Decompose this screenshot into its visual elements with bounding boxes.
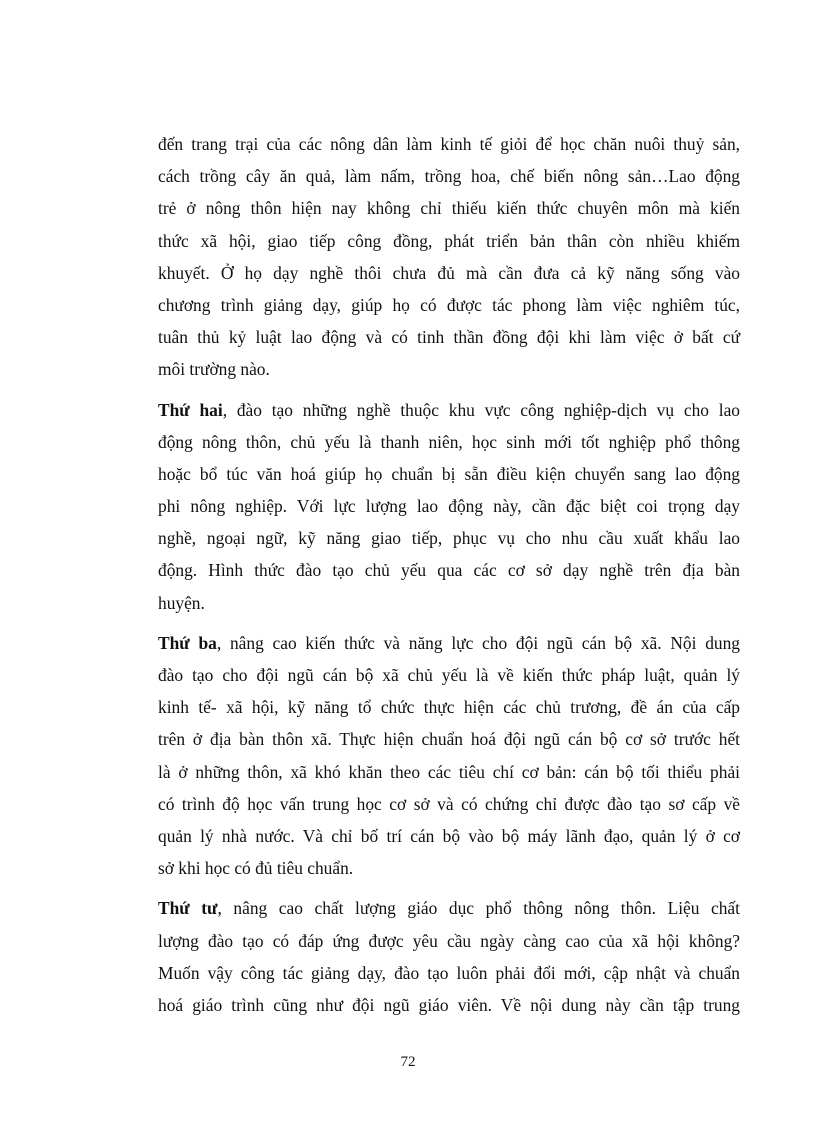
paragraph-line: có trình độ học vấn trung học cơ sở và có chứng chỉ được đào tạo sơ cấp về	[158, 793, 740, 814]
paragraph-line: môi trường nào.	[158, 359, 270, 380]
paragraph-line: đến trang trại của các nông dân làm kinh tế giỏi để học chăn nuôi thuỷ sản,	[158, 134, 740, 154]
paragraph-lead: Thứ ba	[158, 632, 217, 653]
paragraph-line: động nông thôn, chủ yếu là thanh niên, học sinh mới tốt nghiệp phổ thông	[158, 431, 740, 452]
paragraph-3	[158, 627, 740, 885]
paragraph-first-line	[158, 892, 740, 924]
paragraph-line: kinh tế- xã hội, kỹ năng tổ chức thực hiện các chủ trương, đề án của cấp	[158, 697, 740, 718]
paragraph-line: huyện.	[158, 592, 205, 613]
paragraph-line-rest: , đào tạo những nghề thuộc khu vực công nghiệp-dịch vụ cho lao	[222, 399, 740, 420]
paragraph-line: Muốn vậy công tác giảng dạy, đào tạo luôn phải đổi mới, cập nhật và chuẩn	[158, 962, 740, 983]
paragraph-line: động. Hình thức đào tạo chủ yếu qua các cơ sở dạy nghề trên địa bàn	[158, 560, 740, 581]
paragraph-line: phi nông nghiệp. Với lực lượng lao động này, cần đặc biệt coi trọng dạy	[158, 496, 740, 517]
page-number: 72	[400, 1054, 416, 1070]
paragraph-lead: Thứ tư	[158, 898, 218, 919]
paragraph-line: tuân thủ kỷ luật lao động và có tinh thần đồng đội khi làm việc ở bất cứ	[158, 327, 740, 348]
paragraph-line: lượng đào tạo có đáp ứng được yêu cầu ngày càng cao của xã hội không?	[158, 930, 740, 951]
paragraph-line-rest: , nâng cao chất lượng giáo dục phổ thông nông thôn. Liệu chất	[217, 898, 740, 919]
paragraph-line: khuyết. Ở họ dạy nghề thôi chưa đủ mà cần đưa cả kỹ năng sống vào	[158, 262, 740, 283]
paragraph-line: sở khi học có đủ tiêu chuẩn.	[158, 858, 354, 879]
paragraph-first-line	[158, 394, 740, 426]
paragraph-2	[158, 394, 740, 619]
paragraph-line: đào tạo cho đội ngũ cán bộ xã chủ yếu là về kiến thức pháp luật, quản lý	[158, 665, 740, 685]
paragraph-lead: Thứ hai	[158, 399, 223, 420]
paragraph-line: nghề, ngoại ngữ, kỹ năng giao tiếp, phục vụ cho nhu cầu xuất khẩu lao	[158, 528, 740, 549]
paragraph-line: là ở những thôn, xã khó khăn theo các tiêu chí cơ bản: cán bộ tối thiểu phải	[158, 761, 740, 782]
document-body	[158, 128, 740, 1021]
paragraph-4	[158, 892, 740, 1021]
paragraph-line-rest: , nâng cao kiến thức và năng lực cho đội ngũ cán bộ xã. Nội dung	[216, 632, 740, 653]
paragraph-1	[158, 128, 740, 386]
paragraph-line: chương trình giảng dạy, giúp họ có được tác phong làm việc nghiêm túc,	[158, 294, 740, 315]
paragraph-line: thức xã hội, giao tiếp công đồng, phát triển bản thân còn nhiều khiếm	[158, 230, 740, 251]
paragraph-line: trẻ ở nông thôn hiện nay không chỉ thiếu kiến thức chuyên môn mà kiến	[158, 198, 740, 219]
paragraph-line: hoặc bổ túc văn hoá giúp họ chuẩn bị sẵn điều kiện chuyển sang lao động	[158, 463, 740, 484]
paragraph-line: quản lý nhà nước. Và chỉ bố trí cán bộ vào bộ máy lãnh đạo, quản lý ở cơ	[158, 825, 740, 846]
paragraph-first-line	[158, 627, 740, 659]
paragraph-line: hoá giáo trình cũng như đội ngũ giáo viên. Về nội dung này cần tập trung	[158, 994, 740, 1015]
paragraph-line: trên ở địa bàn thôn xã. Thực hiện chuẩn hoá đội ngũ cán bộ cơ sở trước hết	[158, 729, 740, 750]
paragraph-line: cách trồng cây ăn quả, làm nấm, trồng hoa, chế biến nông sản…Lao động	[158, 166, 740, 187]
